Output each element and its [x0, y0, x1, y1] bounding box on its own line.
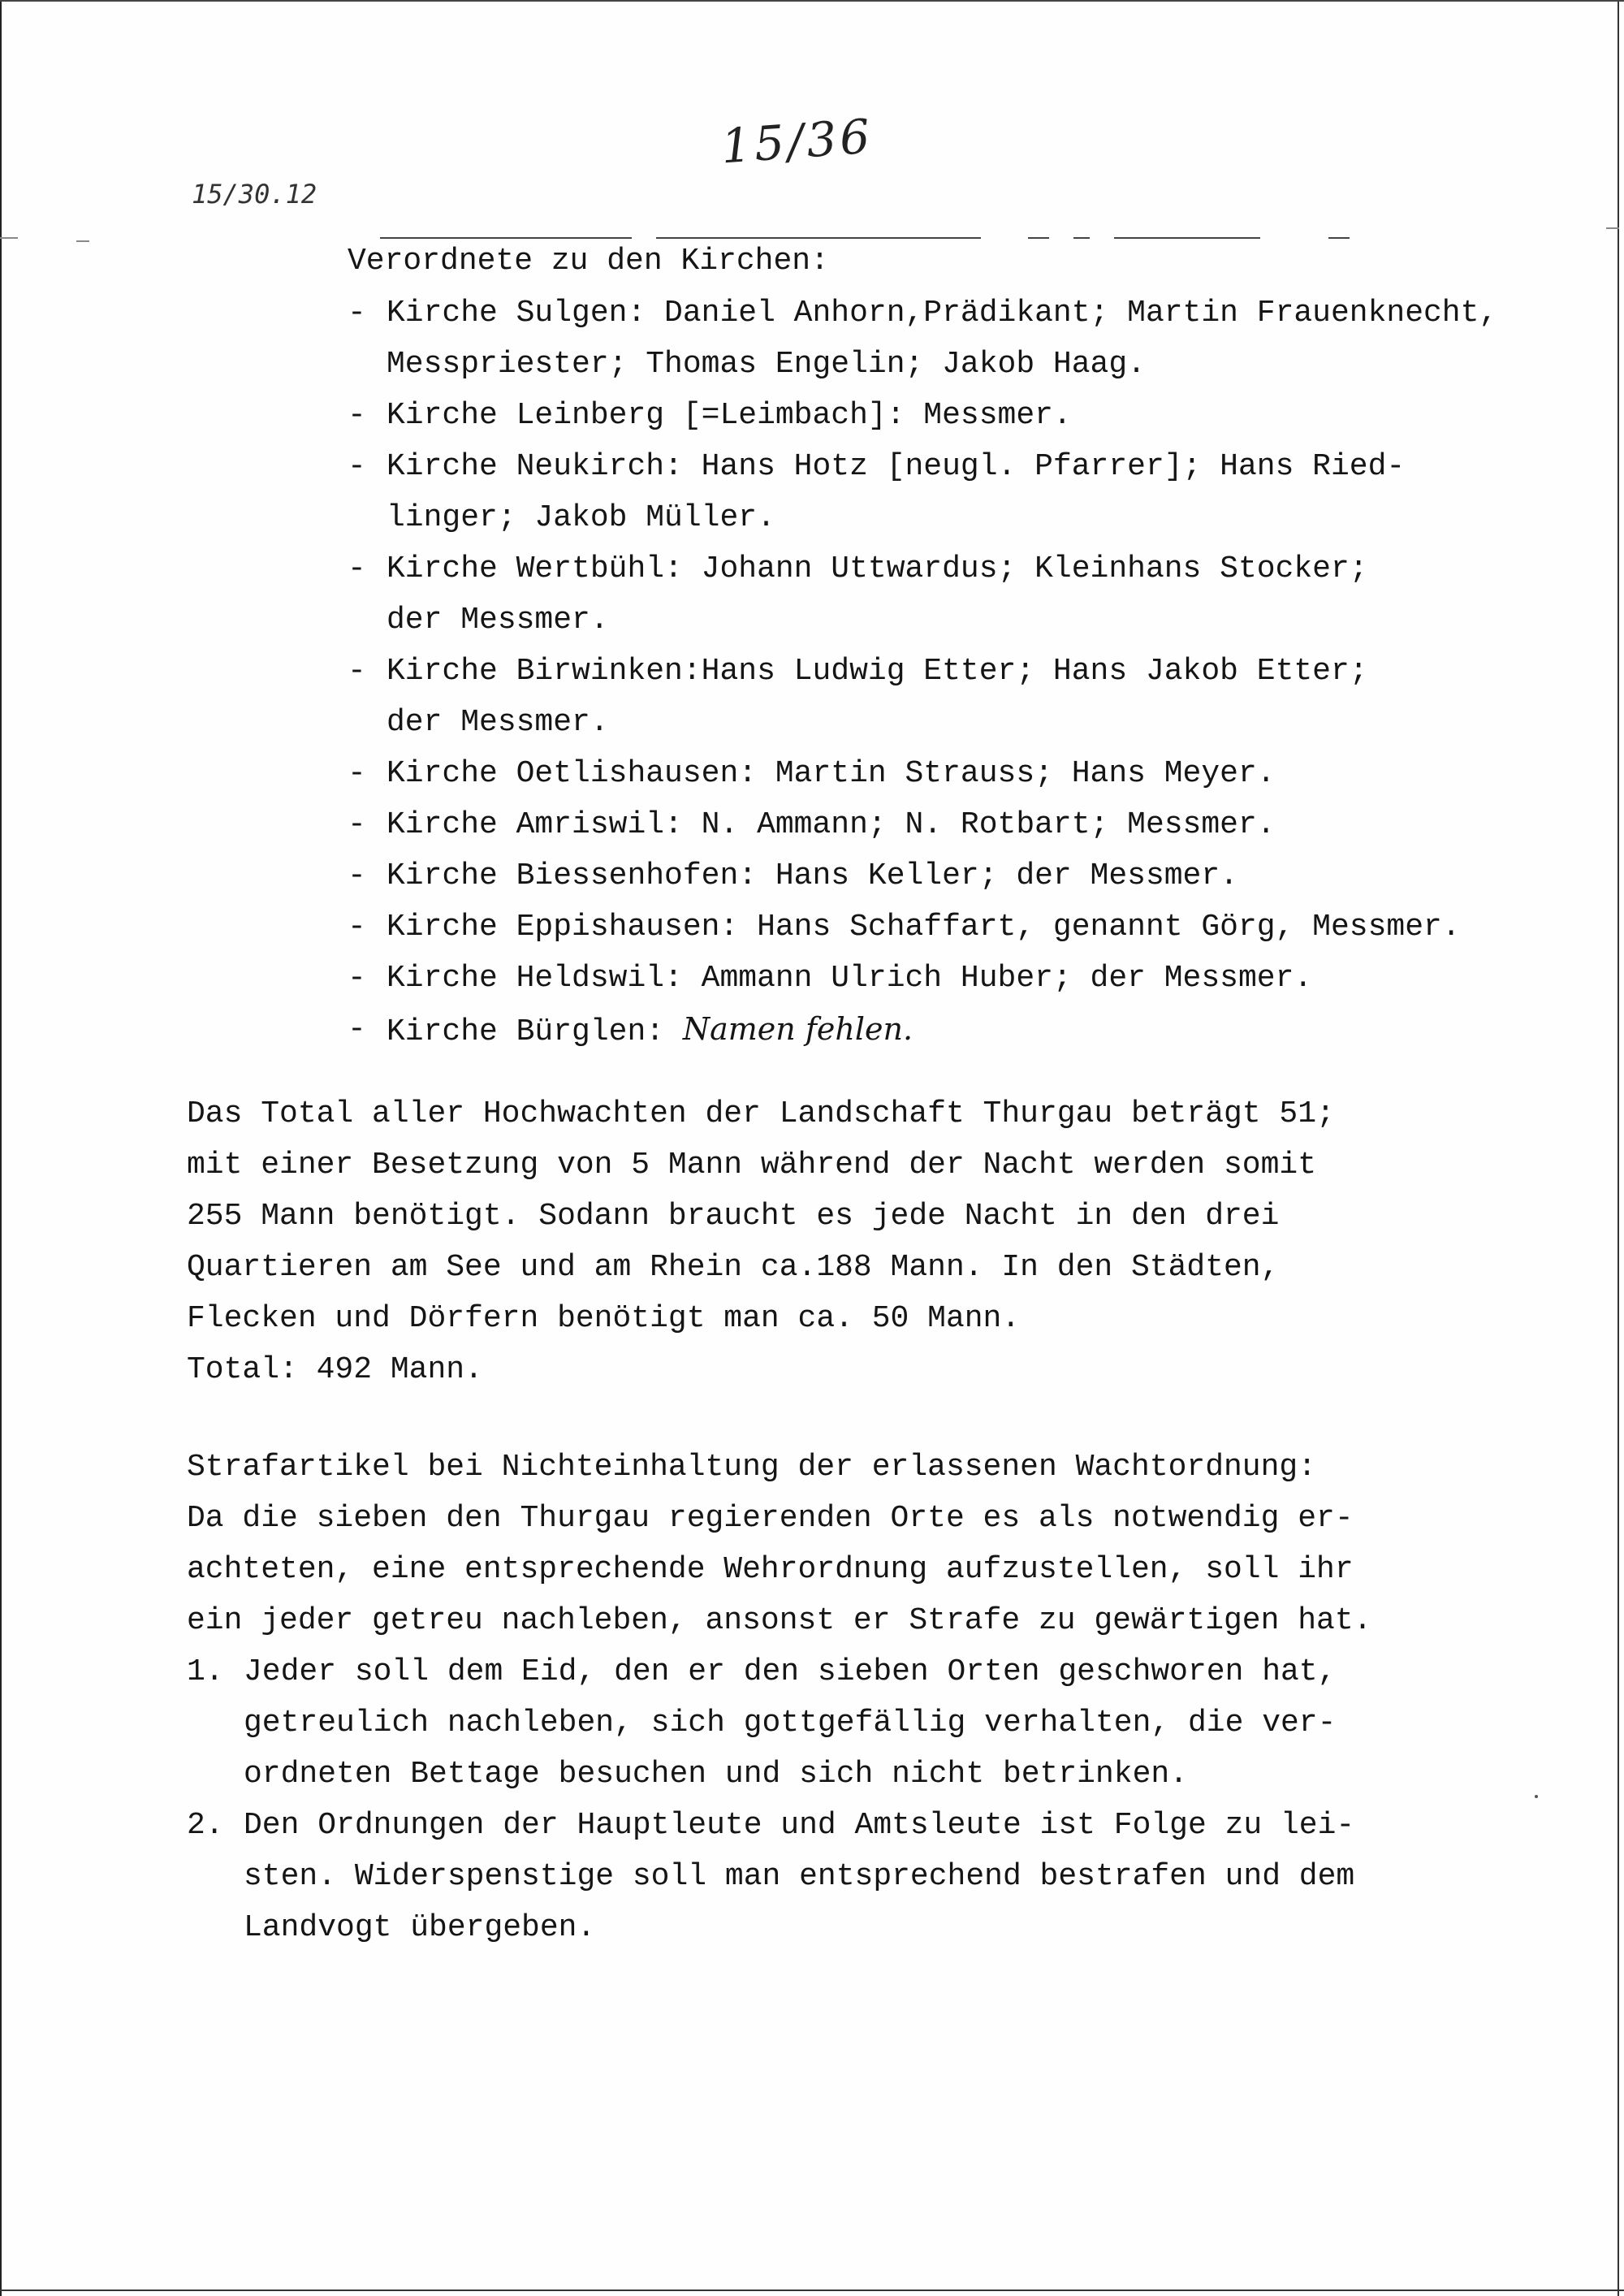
list-dash: - [348, 858, 366, 893]
church-list-item [348, 288, 1497, 390]
list-dash: - [348, 1012, 366, 1047]
article-line: Den Ordnungen der Hauptleute und Amtsleute ist Folge zu lei- [244, 1808, 1355, 1843]
list-dash: - [348, 756, 366, 791]
article-number: 2. [187, 1808, 224, 1843]
church-list-item [348, 441, 1497, 543]
church-line: Kirche Eppishausen: Hans Schaffart, genannt Görg, Messmer. [387, 910, 1461, 945]
article-number: 1. [187, 1654, 224, 1689]
handwritten-page-number: 15/36 [719, 108, 875, 175]
scan-speck [1535, 1795, 1538, 1798]
church-list-item [348, 390, 1497, 441]
article-item [187, 1800, 1354, 1953]
church-list-item [348, 1004, 1497, 1057]
church-line: Kirche Wertbühl: Johann Uttwardus; Kleinhans Stocker; [387, 551, 1368, 586]
article-line: Jeder soll dem Eid, den er den sieben Orten geschworen hat, [244, 1654, 1337, 1689]
article-line: Landvogt übergeben. [244, 1910, 596, 1945]
church-line: linger; Jakob Müller. [387, 500, 775, 535]
header-rule-segment [1073, 237, 1090, 239]
scan-edge-right [1618, 0, 1619, 2296]
church-list-item [348, 902, 1497, 953]
article-line: ordneten Bettage besuchen und sich nicht betrinken. [244, 1757, 1188, 1792]
church-list-item [348, 543, 1497, 646]
paragraph-line: Strafartikel bei Nichteinhaltung der erlassenen Wachtordnung: [187, 1450, 1317, 1485]
church-list-item [348, 850, 1497, 902]
margin-mark-right [1606, 227, 1619, 229]
scan-edge-bottom [0, 2290, 1624, 2291]
church-line: Kirche Leinberg [=Leimbach]: Messmer. [387, 398, 1072, 433]
scan-edge-top [0, 0, 1624, 2]
list-dash: - [348, 654, 366, 689]
church-line: Messpriester; Thomas Engelin; Jakob Haag. [387, 347, 1146, 382]
article-line: sten. Widerspenstige soll man entsprechend bestrafen und dem [244, 1859, 1355, 1894]
list-dash: - [348, 296, 366, 331]
missing-names-note: Namen fehlen. [682, 1011, 914, 1047]
total-paragraph [187, 1088, 1335, 1395]
scan-edge-left [0, 0, 2, 2296]
church-line: der Messmer. [387, 603, 609, 638]
paragraph-line: Total: 492 Mann. [187, 1352, 483, 1387]
church-line: Kirche Birwinken:Hans Ludwig Etter; Hans Jakob Etter; [387, 654, 1368, 689]
header-rule-segment [1114, 237, 1260, 239]
paragraph-line: mit einer Besetzung von 5 Mann während der Nacht werden somit [187, 1148, 1317, 1183]
list-dash: - [348, 449, 366, 484]
church-list-item [348, 953, 1497, 1004]
paragraph-line: Das Total aller Hochwachten der Landschaft Thurgau beträgt 51; [187, 1096, 1335, 1131]
church-list-item [348, 748, 1497, 799]
list-dash: - [348, 807, 366, 842]
article-list [187, 1646, 1354, 1953]
article-line: getreulich nachleben, sich gottgefällig verhalten, die ver- [244, 1706, 1337, 1740]
church-line: der Messmer. [387, 705, 609, 740]
paragraph-line: ein jeder getreu nachleben, ansonst er Strafe zu gewärtigen hat. [187, 1603, 1372, 1638]
reference-number: 15/30.12 [192, 179, 317, 210]
margin-mark-left [76, 240, 89, 242]
paragraph-line: 255 Mann benötigt. Sodann braucht es jede Nacht in den drei [187, 1199, 1280, 1234]
list-dash: - [348, 551, 366, 586]
church-line: Kirche Biessenhofen: Hans Keller; der Messmer. [387, 858, 1238, 893]
church-list-item [348, 799, 1497, 850]
penal-paragraph [187, 1442, 1371, 1646]
churches-heading: Verordnete zu den Kirchen: [348, 244, 829, 279]
church-list [348, 288, 1497, 1057]
paragraph-line: achteten, eine entsprechende Wehrordnung aufzustellen, soll ihr [187, 1552, 1354, 1587]
article-item [187, 1646, 1354, 1800]
church-name: Kirche Bürglen: [387, 1014, 683, 1049]
list-dash: - [348, 398, 366, 433]
header-rule-segment [1028, 237, 1049, 239]
church-line: Kirche Heldswil: Ammann Ulrich Huber; der Messmer. [387, 961, 1313, 996]
paragraph-line: Quartieren am See und am Rhein ca.188 Mann. In den Städten, [187, 1250, 1280, 1285]
header-rule-segment [1328, 237, 1350, 239]
church-line: Kirche Sulgen: Daniel Anhorn,Prädikant; Martin Frauenknecht, [387, 296, 1498, 331]
list-dash: - [348, 910, 366, 945]
church-line [387, 1004, 1497, 1057]
church-list-item [348, 646, 1497, 748]
margin-mark-left [0, 237, 18, 239]
church-line: Kirche Oetlishausen: Martin Strauss; Hans Meyer. [387, 756, 1276, 791]
church-line: Kirche Neukirch: Hans Hotz [neugl. Pfarrer]; Hans Ried- [387, 449, 1406, 484]
paragraph-line: Da die sieben den Thurgau regierenden Orte es als notwendig er- [187, 1501, 1354, 1536]
paragraph-line: Flecken und Dörfern benötigt man ca. 50 Mann. [187, 1301, 1021, 1336]
list-dash: - [348, 961, 366, 996]
church-line: Kirche Amriswil: N. Ammann; N. Rotbart; Messmer. [387, 807, 1276, 842]
